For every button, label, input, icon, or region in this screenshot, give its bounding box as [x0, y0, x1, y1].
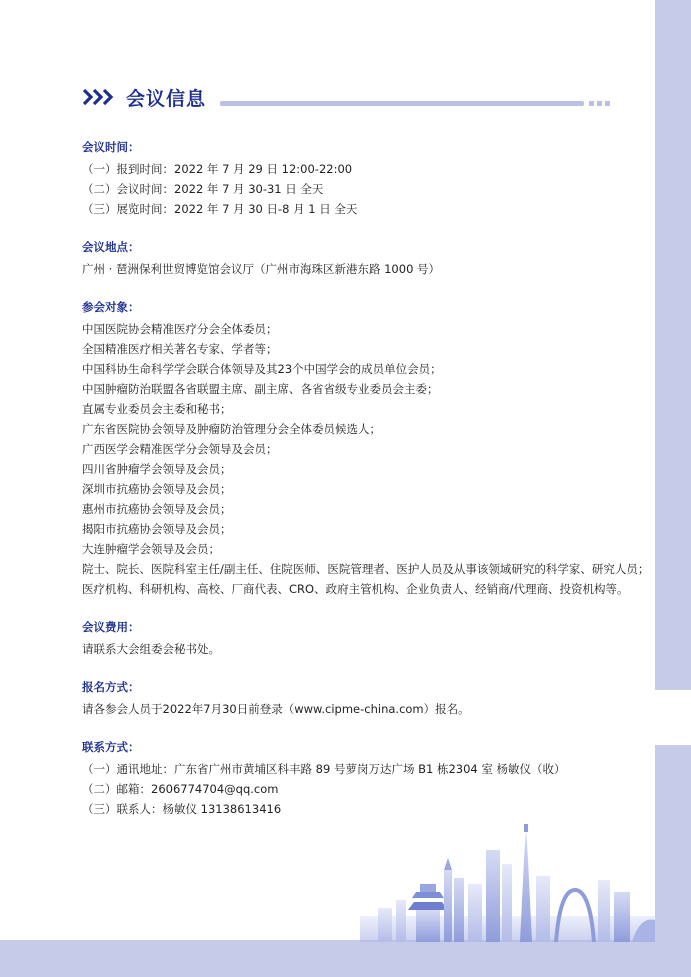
triple-chevron-icon	[82, 87, 116, 107]
text-line: 揭阳市抗癌协会领导及会员；	[82, 522, 232, 536]
text-line: 医疗机构、科研机构、高校、厂商代表、CRO、政府主管机构、企业负责人、经销商/代理商、投资机构等。	[82, 582, 629, 596]
text-line: 请联系大会组委会秘书处。	[82, 642, 220, 656]
page-title: 会议信息	[126, 87, 207, 110]
text-line: 大连肿瘤学会领导及会员；	[82, 542, 220, 556]
bottom-strip	[0, 940, 691, 977]
text-line: 深圳市抗癌协会领导及会员；	[82, 482, 232, 496]
text-line: 全国精准医疗相关著名专家、学者等；	[82, 342, 278, 356]
section-title: 会议费用：	[82, 620, 140, 634]
text-line: 广东省医院协会领导及肿瘤防治管理分会全体委员候选人；	[82, 422, 381, 436]
text-line: （一）通讯地址：广东省广州市黄埔区科丰路 89 号萝岗万达广场 B1 栋2304 室 杨敏仪（收）	[82, 762, 566, 776]
section-title: 会议时间：	[82, 140, 140, 154]
text-line: （一）报到时间：2022 年 7 月 29 日 12:00-22:00	[82, 162, 353, 176]
section-attendees	[82, 298, 650, 599]
text-line: （二）邮箱：2606774704@qq.com	[82, 782, 279, 796]
text-line: 中国肿瘤防治联盟各省联盟主席、副主席、各省省级专业委员会主委；	[82, 382, 439, 396]
text-line: （三）展览时间：2022 年 7 月 30 日-8 月 1 日 全天	[82, 202, 358, 216]
title-underline	[220, 101, 584, 106]
info-content	[82, 138, 650, 838]
text-line: 广州 · 琶洲保利世贸博览馆会议厅（广州市海珠区新港东路 1000 号）	[82, 262, 441, 276]
text-line: 四川省肿瘤学会领导及会员；	[82, 462, 232, 476]
section-title: 参会对象：	[82, 300, 140, 314]
city-skyline-illustration	[360, 820, 655, 942]
section-fees	[82, 618, 642, 659]
section-title: 报名方式：	[82, 680, 140, 694]
text-line: 中国科协生命科学学会联合体领导及其23个中国学会的成员单位会员；	[82, 362, 442, 376]
text-line: 中国医院协会精准医疗分会全体委员；	[82, 322, 278, 336]
text-line: 直属专业委员会主委和秘书；	[82, 402, 232, 416]
section-meeting-time	[82, 138, 642, 219]
section-title: 联系方式：	[82, 740, 140, 754]
section-header	[82, 82, 206, 112]
text-line: 院士、院长、医院科室主任/副主任、住院医师、医院管理者、医护人员及从事该领域研究的科学家、研究人员；	[82, 562, 650, 576]
section-contact	[82, 738, 642, 819]
text-line: （三）联系人：杨敏仪 13138613416	[82, 802, 282, 816]
title-dots	[589, 101, 610, 106]
text-line: （二）会议时间：2022 年 7 月 30-31 日 全天	[82, 182, 324, 196]
section-venue	[82, 238, 642, 279]
text-line: 广西医学会精准医学分会领导及会员；	[82, 442, 278, 456]
section-registration	[82, 678, 642, 719]
section-title: 会议地点：	[82, 240, 140, 254]
text-line: 请各参会人员于2022年7月30日前登录（www.cipme-china.com）报名。	[82, 702, 470, 716]
side-band-top	[655, 0, 691, 690]
text-line: 惠州市抗癌协会领导及会员；	[82, 502, 232, 516]
